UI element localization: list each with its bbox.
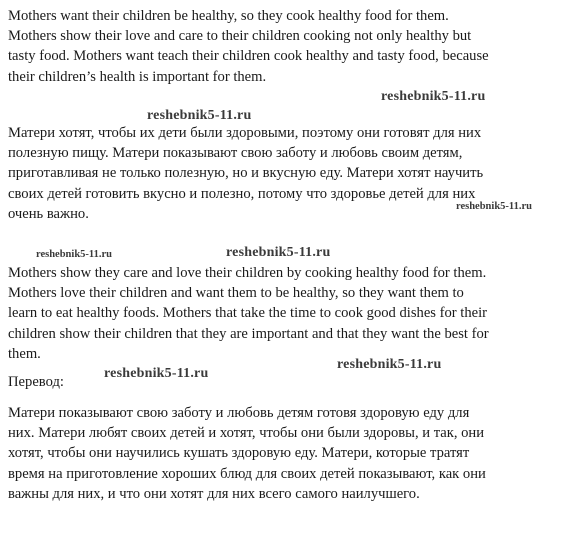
text-line: полезную пищу. Матери показывают свою заботу и любовь своим детям,: [8, 145, 463, 162]
watermark-text: reshebnik5-11.ru: [381, 89, 486, 104]
text-line: them.: [8, 345, 41, 362]
watermark-text: reshebnik5-11.ru: [337, 357, 442, 372]
watermark-text: reshebnik5-11.ru: [226, 245, 331, 260]
text-line: важны для них, и что они хотят для них всего самого наилучшего.: [8, 485, 420, 502]
watermark-text: reshebnik5-11.ru: [104, 366, 209, 381]
text-line: время на приготовление хороших блюд для своих детей показывают, как они: [8, 465, 486, 482]
text-line: their children’s health is important for them.: [8, 68, 267, 85]
translation-label: Перевод:: [8, 374, 64, 390]
text-line: Mothers want their children be healthy, so they cook healthy food for them.: [8, 8, 449, 24]
text-line: приготавливая не только полезную, но и вкусную еду. Матери хотят научить: [8, 165, 484, 182]
text-line: Матери показывают свою заботу и любовь детям готовя здоровую еду для: [8, 405, 470, 421]
text-line: очень важно.: [8, 205, 89, 222]
watermark-text: reshebnik5-11.ru: [147, 108, 252, 123]
text-line: хотят, чтобы они научились кушать здоровую еду. Матери, которые тратят: [8, 445, 470, 462]
text-line: children show their children that they are important and that they want the best for: [8, 325, 489, 342]
english-paragraph-1: [8, 6, 583, 87]
text-line: Mothers show their love and care to their children cooking not only healthy but: [8, 28, 472, 45]
watermark-text: reshebnik5-11.ru: [36, 249, 112, 260]
russian-paragraph-2: [8, 403, 583, 504]
text-line: Mothers show they care and love their children by cooking healthy food for them.: [8, 265, 487, 281]
text-line: tasty food. Mothers want teach their children cook healthy and tasty food, because: [8, 48, 489, 65]
text-line: своих детей готовить вкусно и полезно, потому что здоровье детей для них: [8, 185, 476, 202]
text-line: них. Матери любят своих детей и хотят, чтобы они были здоровы, и так, они: [8, 425, 485, 442]
watermark-text: reshebnik5-11.ru: [456, 201, 532, 212]
text-line: Матери хотят, чтобы их дети были здоровыми, поэтому они готовят для них: [8, 125, 482, 141]
english-paragraph-2: [8, 263, 583, 364]
text-line: Mothers love their children and want them to be healthy, so they want them to: [8, 285, 464, 302]
text-line: learn to eat healthy foods. Mothers that take the time to cook good dishes for their: [8, 305, 488, 322]
